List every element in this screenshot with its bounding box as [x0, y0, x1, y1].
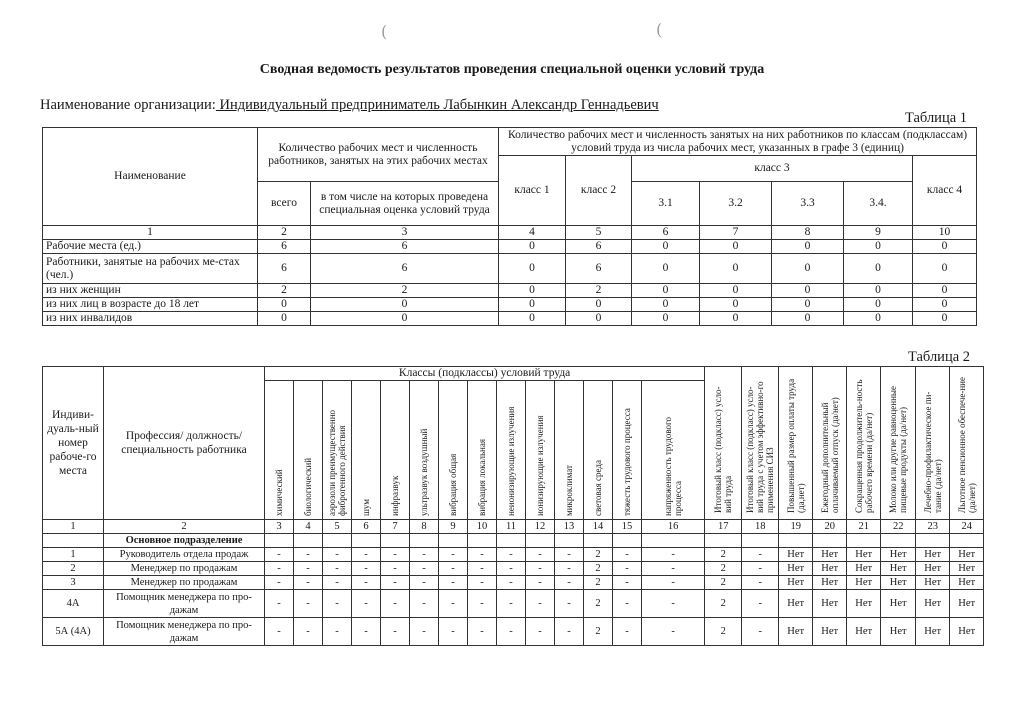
cell: 0 — [844, 240, 913, 254]
row-label: Работники, занятые на рабочих ме-стах (чел.) — [43, 254, 258, 284]
row-label: Рабочие места (ед.) — [43, 240, 258, 254]
header-factor: микроклимат — [564, 465, 574, 516]
table-row — [43, 284, 977, 298]
cell: - — [497, 562, 526, 576]
cell: 0 — [311, 312, 499, 326]
cell: 0 — [499, 240, 566, 254]
cell: - — [410, 576, 439, 590]
cell: 2 — [705, 562, 742, 576]
cell: - — [497, 576, 526, 590]
cell: 0 — [772, 240, 844, 254]
cell: Нет — [881, 590, 916, 618]
cell: - — [468, 548, 497, 562]
cell: - — [468, 590, 497, 618]
cell: 0 — [499, 284, 566, 298]
organization-line — [40, 97, 659, 114]
cell: 0 — [632, 298, 700, 312]
col-num: 16 — [642, 520, 705, 534]
col-num: 7 — [700, 226, 772, 240]
cell: - — [381, 590, 410, 618]
cell: 0 — [700, 298, 772, 312]
cell: - — [381, 618, 410, 646]
header-name: Наименование — [43, 128, 258, 226]
cell: 2 — [705, 576, 742, 590]
cell: 2 — [584, 562, 613, 576]
cell: Нет — [916, 562, 950, 576]
profession: Менеджер по продажам — [104, 562, 265, 576]
header-factor: аэрозоли преимущественно фиброгенного действия — [327, 409, 347, 516]
cell: Нет — [881, 548, 916, 562]
col-num: 5 — [566, 226, 632, 240]
col-num: 3 — [265, 520, 294, 534]
col-num: 15 — [613, 520, 642, 534]
cell: - — [410, 548, 439, 562]
cell: - — [265, 576, 294, 590]
cell: - — [555, 618, 584, 646]
cell: - — [265, 562, 294, 576]
col-num: 1 — [43, 520, 104, 534]
cell: - — [555, 576, 584, 590]
cell: Нет — [813, 576, 847, 590]
cell: 2 — [584, 576, 613, 590]
cell: - — [323, 590, 352, 618]
cell: 2 — [566, 284, 632, 298]
column-numbers-row — [43, 520, 984, 534]
profession: Помощник менеджера по про-дажам — [104, 590, 265, 618]
cell: 6 — [566, 254, 632, 284]
col-num: 14 — [584, 520, 613, 534]
cell: - — [555, 548, 584, 562]
cell: 0 — [311, 298, 499, 312]
cell: - — [439, 576, 468, 590]
cell: - — [294, 618, 323, 646]
cell: - — [613, 590, 642, 618]
cell: - — [526, 548, 555, 562]
cell: 2 — [584, 618, 613, 646]
document-title: Сводная ведомость результатов проведения специальной оценки условий труда — [259, 62, 765, 77]
cell: 0 — [844, 284, 913, 298]
header-c34: 3.4. — [844, 182, 913, 226]
scan-mark: ( — [656, 20, 663, 39]
cell: Нет — [847, 548, 881, 562]
cell: Нет — [950, 548, 984, 562]
cell: 0 — [844, 254, 913, 284]
cell: - — [381, 576, 410, 590]
col-num: 17 — [705, 520, 742, 534]
cell: 0 — [844, 298, 913, 312]
col-num: 19 — [779, 520, 813, 534]
table-row — [43, 576, 984, 590]
table-row — [43, 548, 984, 562]
cell: - — [526, 618, 555, 646]
section-title: Основное подразделение — [104, 534, 265, 548]
cell: - — [742, 618, 779, 646]
col-num: 23 — [916, 520, 950, 534]
cell: - — [526, 562, 555, 576]
cell: - — [742, 548, 779, 562]
cell: - — [352, 618, 381, 646]
cell: - — [468, 618, 497, 646]
workplace-id: 4А — [43, 590, 104, 618]
cell: 0 — [499, 254, 566, 284]
col-num: 13 — [555, 520, 584, 534]
col-num: 10 — [468, 520, 497, 534]
cell: Нет — [813, 548, 847, 562]
cell: - — [642, 590, 705, 618]
cell: 0 — [632, 284, 700, 298]
cell: - — [352, 548, 381, 562]
header-factor: ультразвук воздушный — [419, 428, 429, 516]
header-class4: класс 4 — [913, 156, 977, 226]
header-increased-pay: Повышенный размер оплаты труда (да,нет) — [785, 378, 806, 513]
cell: 0 — [772, 298, 844, 312]
header-pension: Льготное пенсионное обеспече-ние (да/нет) — [956, 377, 977, 513]
cell: - — [613, 618, 642, 646]
cell: 0 — [632, 312, 700, 326]
header-assessed: в том числе на которых проведена специальная оценка условий труда — [311, 182, 499, 226]
cell: Нет — [813, 618, 847, 646]
cell: 0 — [700, 284, 772, 298]
cell: Нет — [779, 618, 813, 646]
cell: 0 — [913, 312, 977, 326]
col-num: 11 — [497, 520, 526, 534]
cell: Нет — [779, 562, 813, 576]
cell: - — [352, 562, 381, 576]
header-classes-group: Количество рабочих мест и численность занятых на них работников по классам (подклассам) условий труда из числа рабочих мест, указанных в графе 3 (единиц) — [499, 128, 977, 156]
row-label: из них инвалидов — [43, 312, 258, 326]
section-row — [43, 534, 984, 548]
col-num: 6 — [632, 226, 700, 240]
cell: - — [526, 590, 555, 618]
cell: - — [323, 562, 352, 576]
header-classes-group: Классы (подклассы) условий труда — [265, 367, 705, 381]
table1-summary — [42, 127, 977, 326]
header-factor: световая среда — [593, 460, 603, 516]
cell: - — [742, 590, 779, 618]
cell: - — [294, 548, 323, 562]
table-row — [43, 590, 984, 618]
col-num: 9 — [439, 520, 468, 534]
table-row — [43, 254, 977, 284]
cell: - — [410, 562, 439, 576]
cell: Нет — [847, 590, 881, 618]
cell: - — [265, 548, 294, 562]
header-extra-leave: Ежегодный дополнительный оплачиваемый отпуск (да/нет) — [819, 397, 840, 513]
header-profession: Профессия/ должность/ специальность работника — [104, 367, 265, 520]
cell: Нет — [813, 562, 847, 576]
cell: - — [265, 590, 294, 618]
cell: 0 — [700, 254, 772, 284]
cell: Нет — [881, 562, 916, 576]
header-factor: химический — [274, 469, 284, 516]
cell: 2 — [584, 590, 613, 618]
table2-workplaces — [42, 366, 984, 646]
header-c31: 3.1 — [632, 182, 700, 226]
cell: 6 — [258, 240, 311, 254]
header-milk: Молоко или другие равноценные пищевые продукты (да/нет) — [888, 386, 909, 513]
table1-label: Таблица 1 — [905, 110, 968, 126]
header-factor: напряженность трудового процесса — [663, 417, 684, 516]
header-c33: 3.3 — [772, 182, 844, 226]
col-num: 20 — [813, 520, 847, 534]
header-workplaces-group: Количество рабочих мест и численность работников, занятых на этих рабочих местах — [258, 128, 499, 182]
header-factor: тяжесть трудового процесса — [622, 408, 632, 516]
cell: - — [497, 590, 526, 618]
cell: 2 — [584, 548, 613, 562]
header-class1: класс 1 — [499, 156, 566, 226]
workplace-id: 3 — [43, 576, 104, 590]
cell: - — [381, 548, 410, 562]
table-row — [43, 618, 984, 646]
cell: - — [323, 576, 352, 590]
header-final-class-ppe: Итоговый класс (подкласс) усло-вий труда с учетом эффективно-го применения СИЗ — [745, 381, 776, 513]
col-num: 4 — [499, 226, 566, 240]
cell: Нет — [916, 576, 950, 590]
cell: - — [613, 562, 642, 576]
cell: 2 — [311, 284, 499, 298]
profession: Менеджер по продажам — [104, 576, 265, 590]
cell: Нет — [950, 562, 984, 576]
cell: Нет — [779, 576, 813, 590]
col-num: 8 — [410, 520, 439, 534]
col-num: 9 — [844, 226, 913, 240]
row-label: из них лиц в возрасте до 18 лет — [43, 298, 258, 312]
cell: 0 — [913, 298, 977, 312]
header-factor: биологический — [303, 457, 313, 516]
cell: 0 — [258, 298, 311, 312]
header-reduced-hours: Сокращенная продолжитель-ность рабочего времени (да/нет) — [853, 379, 874, 513]
workplace-id: 2 — [43, 562, 104, 576]
cell: 0 — [772, 254, 844, 284]
cell: - — [323, 548, 352, 562]
cell: 0 — [499, 298, 566, 312]
cell: - — [642, 618, 705, 646]
cell: 0 — [913, 254, 977, 284]
cell: - — [642, 562, 705, 576]
col-num: 18 — [742, 520, 779, 534]
cell: Нет — [916, 548, 950, 562]
cell: - — [381, 562, 410, 576]
workplace-id: 5А (4А) — [43, 618, 104, 646]
cell: 0 — [913, 284, 977, 298]
col-num: 8 — [772, 226, 844, 240]
table-row — [43, 240, 977, 254]
cell: 6 — [566, 240, 632, 254]
cell: - — [352, 576, 381, 590]
organization-value: Индивидуальный предприниматель Лабынкин Александр Геннадьевич — [215, 97, 659, 113]
cell: 6 — [258, 254, 311, 284]
cell: 0 — [913, 240, 977, 254]
col-num: 2 — [104, 520, 265, 534]
col-num: 22 — [881, 520, 916, 534]
cell: 0 — [844, 312, 913, 326]
cell: Нет — [881, 618, 916, 646]
cell: 6 — [311, 240, 499, 254]
cell: Нет — [950, 576, 984, 590]
cell: - — [352, 590, 381, 618]
col-num: 3 — [311, 226, 499, 240]
cell: 2 — [705, 590, 742, 618]
cell: 0 — [700, 240, 772, 254]
cell: - — [439, 618, 468, 646]
header-factor: вибрация общая — [448, 453, 458, 516]
cell: Нет — [950, 618, 984, 646]
workplace-id: 1 — [43, 548, 104, 562]
cell: - — [294, 562, 323, 576]
header-class2: класс 2 — [566, 156, 632, 226]
cell: - — [497, 548, 526, 562]
cell: 0 — [566, 312, 632, 326]
cell: - — [742, 562, 779, 576]
cell: Нет — [779, 548, 813, 562]
cell: - — [294, 576, 323, 590]
table2-label: Таблица 2 — [908, 349, 971, 365]
cell: 0 — [700, 312, 772, 326]
profession: Руководитель отдела продаж — [104, 548, 265, 562]
col-num: 2 — [258, 226, 311, 240]
cell: 2 — [705, 618, 742, 646]
cell: Нет — [950, 590, 984, 618]
row-label: из них женщин — [43, 284, 258, 298]
col-num: 7 — [381, 520, 410, 534]
cell: - — [468, 576, 497, 590]
col-num: 10 — [913, 226, 977, 240]
table-row — [43, 312, 977, 326]
column-numbers-row — [43, 226, 977, 240]
cell: Нет — [847, 618, 881, 646]
cell: - — [742, 576, 779, 590]
col-num: 24 — [950, 520, 984, 534]
cell: - — [294, 590, 323, 618]
cell: Нет — [916, 590, 950, 618]
col-num: 12 — [526, 520, 555, 534]
header-factor: неионизирующие излучения — [506, 406, 516, 516]
header-total: всего — [258, 182, 311, 226]
cell: - — [410, 590, 439, 618]
header-factor: ионизирующие излучения — [535, 415, 545, 516]
header-factor: инфразвук — [390, 475, 400, 516]
cell: Нет — [916, 618, 950, 646]
header-c32: 3.2 — [700, 182, 772, 226]
cell: - — [642, 548, 705, 562]
cell: - — [439, 590, 468, 618]
col-num: 1 — [43, 226, 258, 240]
cell: Нет — [813, 590, 847, 618]
header-class3: класс 3 — [632, 156, 913, 182]
cell: - — [526, 576, 555, 590]
cell: - — [439, 548, 468, 562]
header-final-class: Итоговый класс (подкласс) усло-вий труда — [713, 386, 734, 513]
cell: 0 — [632, 254, 700, 284]
col-num: 5 — [323, 520, 352, 534]
header-factor: вибрация локальная — [477, 438, 487, 516]
cell: - — [555, 562, 584, 576]
cell: 0 — [258, 312, 311, 326]
cell: - — [439, 562, 468, 576]
col-num: 21 — [847, 520, 881, 534]
cell: 0 — [772, 284, 844, 298]
cell: - — [410, 618, 439, 646]
cell: 0 — [772, 312, 844, 326]
cell: - — [265, 618, 294, 646]
col-num: 4 — [294, 520, 323, 534]
cell: Нет — [881, 576, 916, 590]
cell: 6 — [311, 254, 499, 284]
profession: Помощник менеджера по про-дажам — [104, 618, 265, 646]
cell: - — [497, 618, 526, 646]
organization-label: Наименование организации: — [40, 97, 216, 113]
header-therapeutic-food: Лечебно-профилактическое пи-тание (да/нет) — [922, 391, 943, 513]
table-row — [43, 298, 977, 312]
cell: - — [468, 562, 497, 576]
col-num: 6 — [352, 520, 381, 534]
cell: 0 — [566, 298, 632, 312]
header-factor: шум — [361, 498, 371, 516]
cell: 0 — [499, 312, 566, 326]
cell: Нет — [779, 590, 813, 618]
cell: Нет — [847, 576, 881, 590]
cell: - — [323, 618, 352, 646]
cell: Нет — [847, 562, 881, 576]
table-row — [43, 562, 984, 576]
cell: - — [613, 576, 642, 590]
cell: - — [642, 576, 705, 590]
cell: - — [555, 590, 584, 618]
cell: 2 — [705, 548, 742, 562]
cell: - — [613, 548, 642, 562]
cell: 0 — [632, 240, 700, 254]
header-workplace-id: Индиви-дуаль-ный номер рабоче-го места — [43, 367, 104, 520]
scan-mark: ( — [381, 22, 388, 41]
cell: 2 — [258, 284, 311, 298]
